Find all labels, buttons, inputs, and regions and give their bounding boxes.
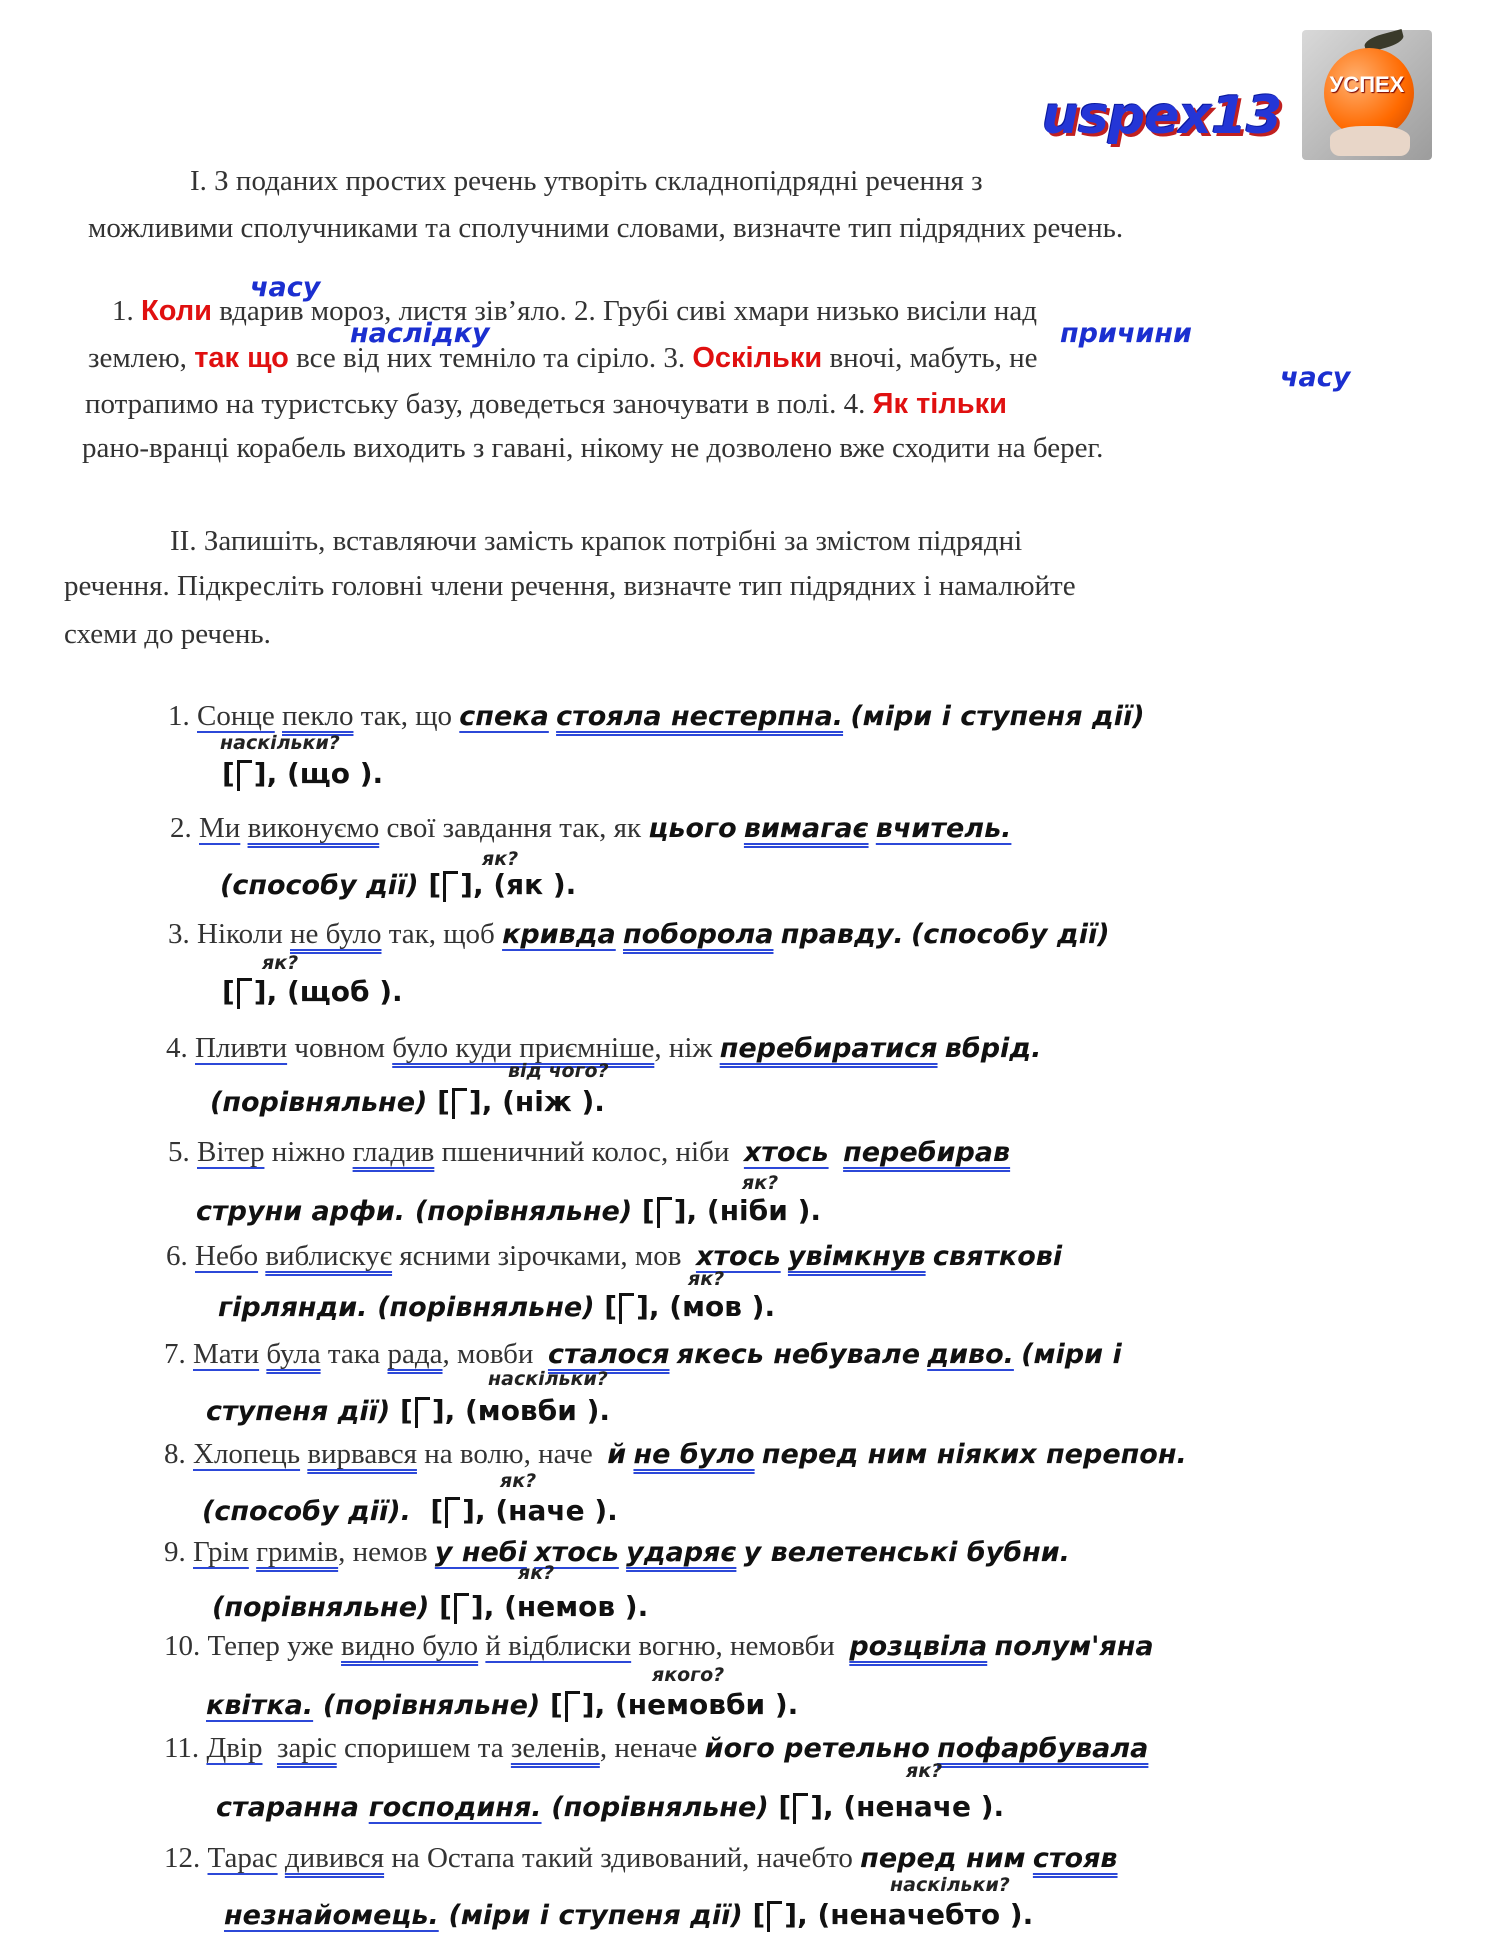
item-4-conj: , ніж <box>654 1032 713 1064</box>
item-1-sub-predicate: стояла нестерпна. <box>556 701 844 732</box>
item-11-num: 11. <box>164 1732 200 1764</box>
item-11-subject: Двір <box>206 1732 263 1764</box>
item-8-sub-particle: й <box>607 1439 627 1470</box>
item-11-sub-predicate: пофарбувала <box>937 1733 1149 1764</box>
task1-s2-start: землею, <box>88 342 187 374</box>
item-7-predicate: була <box>266 1338 321 1370</box>
item-6-schema-line: гірлянди. (порівняльне) [ ], (мов ). <box>218 1290 776 1323</box>
item-11-line1 <box>164 1732 1148 1765</box>
item-2-sub-predicate: вимагає <box>743 813 869 844</box>
item-3-sub-predicate: поборола <box>623 919 774 950</box>
item-10-adv: Тепер уже <box>207 1630 334 1662</box>
item-1-conj: так, що <box>360 700 453 732</box>
item-5-rest: пшеничний колос, ніби <box>441 1136 730 1168</box>
item-2-sub-obj: цього <box>648 813 737 844</box>
item-7-schema-line: ступеня дії) [ ], (мовби ). <box>206 1394 610 1427</box>
item-6-type: (порівняльне) <box>377 1292 595 1323</box>
item-5-schema-line: струни арфи. (порівняльне) [ ], (ніби ). <box>196 1194 822 1227</box>
item-3-sub-subject: кривда <box>502 919 616 950</box>
item-12-line1 <box>164 1842 1118 1875</box>
task2-heading-line1: II. Запишіть, вставляючи замість крапок потрібні за змістом підрядні <box>170 525 1023 557</box>
task1-s1-conj: Коли <box>141 295 212 327</box>
item-10-predicate: видно було <box>341 1630 479 1662</box>
task1-s2-conj: так що <box>194 342 289 374</box>
task2-heading-line3: схеми до речень. <box>64 618 271 650</box>
item-2-subject: Ми <box>199 812 241 844</box>
item-1-subject: Сонце <box>197 700 275 732</box>
item-5-subject: Вітер <box>197 1136 265 1168</box>
hand-icon <box>1330 126 1410 156</box>
item-1-line1 <box>168 700 1145 733</box>
item-7-adv: така <box>327 1338 381 1370</box>
item-3-sub-obj: правду. <box>780 919 904 950</box>
item-3-schema: [ ], (щоб ). <box>222 975 403 1008</box>
item-12-sub-place: перед ним <box>860 1843 1026 1874</box>
item-7-subject: Мати <box>193 1338 260 1370</box>
task1-s4-conj: Як тільки <box>872 388 1007 420</box>
item-1-predicate: пекло <box>282 700 354 732</box>
item-7-sub-predicate: сталося <box>547 1339 670 1370</box>
item-10-line1 <box>164 1630 1154 1663</box>
item-1-num: 1. <box>168 700 190 732</box>
item-3-predicate: не було <box>289 918 382 950</box>
item-1-sub-subject: спека <box>459 701 549 732</box>
item-3-line1 <box>168 918 1110 951</box>
item-7-predicate2: рада <box>387 1338 443 1370</box>
label-prychyny: причини <box>1060 318 1192 349</box>
item-4-sub-adv: вбрід. <box>944 1033 1042 1064</box>
item-11-sub-obj: його ретельно <box>704 1733 930 1764</box>
item-6-sub-subject: хтось <box>695 1241 781 1272</box>
item-7-line1 <box>164 1338 1122 1371</box>
item-4-num: 4. <box>166 1032 188 1064</box>
task2-heading-line2: речення. Підкресліть головні члени речення, визначте тип підрядних і намалюйте <box>64 570 1076 602</box>
logo-badge-text: УСПЕХ <box>1329 72 1405 97</box>
item-5-line2: струни арфи. <box>196 1196 406 1227</box>
item-8-rest: на волю, наче <box>424 1438 593 1470</box>
item-8-subject: Хлопець <box>193 1438 301 1470</box>
item-6-predicate: виблискує <box>265 1240 393 1272</box>
item-3-conj: так, щоб <box>388 918 495 950</box>
item-12-sub-predicate: стояв <box>1032 1843 1118 1874</box>
item-1-question: наскільки? <box>220 732 340 754</box>
task1-s1-rest: вдарив мороз, листя зів’яло. 2. Грубі сиві хмари низько висіли над <box>219 295 1038 327</box>
item-6-sub-predicate: увімкнув <box>787 1241 926 1272</box>
item-5-num: 5. <box>168 1136 190 1168</box>
item-11-line2: старанна <box>216 1792 359 1823</box>
item-10-sub-predicate: розцвіла <box>849 1631 988 1662</box>
label-chasu-2: часу <box>1280 362 1351 393</box>
item-2-schema-line: (способу дії) [ ], (як ). <box>220 868 577 901</box>
item-8-predicate: вирвався <box>307 1438 417 1470</box>
task1-line3 <box>85 388 1007 421</box>
item-6-num: 6. <box>166 1240 188 1272</box>
item-5-type: (порівняльне) <box>414 1196 633 1227</box>
item-12-subject: Тарас <box>207 1842 278 1874</box>
item-7-question: наскільки? <box>488 1368 608 1390</box>
task1-s2-rest: все від них темніло та сіріло. 3. <box>296 342 686 374</box>
item-12-type: (міри і ступеня дії) <box>448 1900 743 1931</box>
item-9-type: (порівняльне) <box>212 1592 430 1623</box>
item-7-conj: , мовби <box>442 1338 534 1370</box>
item-2-question: як? <box>482 848 519 870</box>
item-10-rest: вогню, немовби <box>638 1630 835 1662</box>
item-10-subject: й відблиски <box>485 1630 632 1662</box>
item-4-schema-line: (порівняльне) [ ], (ніж ). <box>210 1085 605 1118</box>
task1-s3-rest: вночі, мабуть, не <box>829 342 1038 374</box>
item-5-sub-predicate: перебирав <box>843 1137 1011 1168</box>
site-logo-text: uspex13 <box>1042 86 1282 146</box>
item-1-schema: [ ], (що ). <box>222 757 384 790</box>
item-6-sub-obj: святкові <box>932 1241 1063 1272</box>
item-7-type-b: ступеня дії) <box>206 1396 391 1427</box>
item-10-type: (порівняльне) <box>322 1690 541 1721</box>
task1-line1 <box>112 295 1037 328</box>
item-9-question: як? <box>518 1562 555 1584</box>
item-3-question: як? <box>262 952 299 974</box>
item-7-sub-attr: якесь небувале <box>676 1339 921 1370</box>
item-2-predicate: виконуємо <box>247 812 380 844</box>
item-5-adv: ніжно <box>271 1136 346 1168</box>
task1-line4: рано-вранці корабель виходить з гавані, нікому не дозволено вже сходити на берег. <box>82 432 1104 464</box>
item-8-schema-line: (способу дії). [ ], (наче ). <box>202 1494 618 1527</box>
item-11-question: як? <box>906 1760 943 1782</box>
item-10-num: 10. <box>164 1630 201 1662</box>
item-6-line1 <box>166 1240 1062 1273</box>
item-9-sub-predicate: ударяє <box>626 1537 737 1568</box>
item-12-predicate: дивився <box>284 1842 385 1874</box>
item-11-sub-subject: господиня. <box>368 1792 542 1823</box>
item-10-question: якого? <box>652 1664 725 1686</box>
item-8-line1 <box>164 1438 1187 1471</box>
item-5-predicate: гладив <box>352 1136 435 1168</box>
item-9-line1 <box>164 1536 1070 1569</box>
item-6-question: як? <box>688 1268 725 1290</box>
item-9-schema-line: (порівняльне) [ ], (немов ). <box>212 1590 649 1623</box>
item-2-line1 <box>170 812 1011 845</box>
item-12-schema-line: незнайомець. (міри і ступеня дії) [ ], (неначебто ). <box>224 1898 1034 1931</box>
item-4-subject: Пливти <box>195 1032 288 1064</box>
task1-s3-conj: Оскільки <box>692 342 823 374</box>
task1-s3-line2: потрапимо на туристську базу, доведеться заночувати в полі. 4. <box>85 388 866 420</box>
item-2-sub-subject: вчитель. <box>875 813 1012 844</box>
item-4-predicate: було куди приємніше <box>392 1032 655 1064</box>
item-8-sub-rest: перед ним ніяких перепон. <box>761 1439 1187 1470</box>
item-12-question: наскільки? <box>890 1874 1010 1896</box>
item-9-predicate: гримів <box>256 1536 339 1568</box>
item-11-predicate: заріс <box>276 1732 337 1764</box>
item-10-sub-attr: полум'яна <box>994 1631 1154 1662</box>
item-4-type: (порівняльне) <box>210 1087 428 1118</box>
item-5-sub-subject: хтось <box>743 1137 829 1168</box>
item-10-schema-line: квітка. (порівняльне) [ ], (немовби ). <box>206 1688 799 1721</box>
item-8-num: 8. <box>164 1438 186 1470</box>
item-7-num: 7. <box>164 1338 186 1370</box>
item-4-sub-predicate: перебиратися <box>719 1033 938 1064</box>
task1-line2 <box>88 342 1038 375</box>
item-12-num: 12. <box>164 1842 201 1874</box>
label-chasu-1: часу <box>250 272 321 303</box>
item-9-subject: Грім <box>193 1536 249 1568</box>
item-11-predicate2: зеленів <box>510 1732 600 1764</box>
item-12-sub-subject: незнайомець. <box>224 1900 439 1931</box>
item-7-type-a: (міри і <box>1021 1339 1122 1370</box>
item-10-line2: квітка. <box>206 1690 314 1721</box>
item-1-type: (міри і ступеня дії) <box>850 701 1145 732</box>
item-6-line2: гірлянди. <box>218 1292 368 1323</box>
label-naslidku: наслідку <box>350 318 490 349</box>
item-8-type: (способу дії). <box>202 1496 411 1527</box>
item-3-adv: Ніколи <box>197 918 283 950</box>
item-5-question: як? <box>742 1172 779 1194</box>
item-8-question: як? <box>500 1470 537 1492</box>
item-9-sub-subject: хтось <box>534 1537 619 1568</box>
item-4-obj: човном <box>294 1032 385 1064</box>
item-6-subject: Небо <box>195 1240 259 1272</box>
item-9-sub-place: у небі <box>434 1537 527 1568</box>
item-11-conj: , неначе <box>599 1732 698 1764</box>
item-8-sub-predicate: не було <box>633 1439 755 1470</box>
item-4-question: від чого? <box>508 1060 609 1082</box>
task1-heading-line1: I. З поданих простих речень утворіть складнопідрядні речення з <box>190 165 983 197</box>
item-11-obj: споришем та <box>344 1732 504 1764</box>
item-9-sub-rest: у велетенські бубни. <box>743 1537 1070 1568</box>
item-2-rest: свої завдання так, як <box>386 812 642 844</box>
item-7-sub-subject: диво. <box>927 1339 1014 1370</box>
task1-s1-num: 1. <box>112 295 134 327</box>
item-11-schema-line: старанна господиня. (порівняльне) [ ], (неначе ). <box>216 1790 1005 1823</box>
item-5-line1 <box>168 1136 1010 1169</box>
item-6-rest: ясними зірочками, мов <box>399 1240 682 1272</box>
item-9-conj: , немов <box>338 1536 428 1568</box>
item-11-type: (порівняльне) <box>551 1792 769 1823</box>
orange-logo-icon <box>1302 30 1432 160</box>
item-12-rest: на Остапа такий здивований, начебто <box>391 1842 853 1874</box>
task1-heading-line2: можливими сполучниками та сполучними словами, визначте тип підрядних речень. <box>88 212 1124 244</box>
item-2-type: (способу дії) <box>220 870 419 901</box>
item-2-num: 2. <box>170 812 192 844</box>
item-9-num: 9. <box>164 1536 186 1568</box>
item-3-num: 3. <box>168 918 190 950</box>
item-3-type: (способу дії) <box>910 919 1110 950</box>
